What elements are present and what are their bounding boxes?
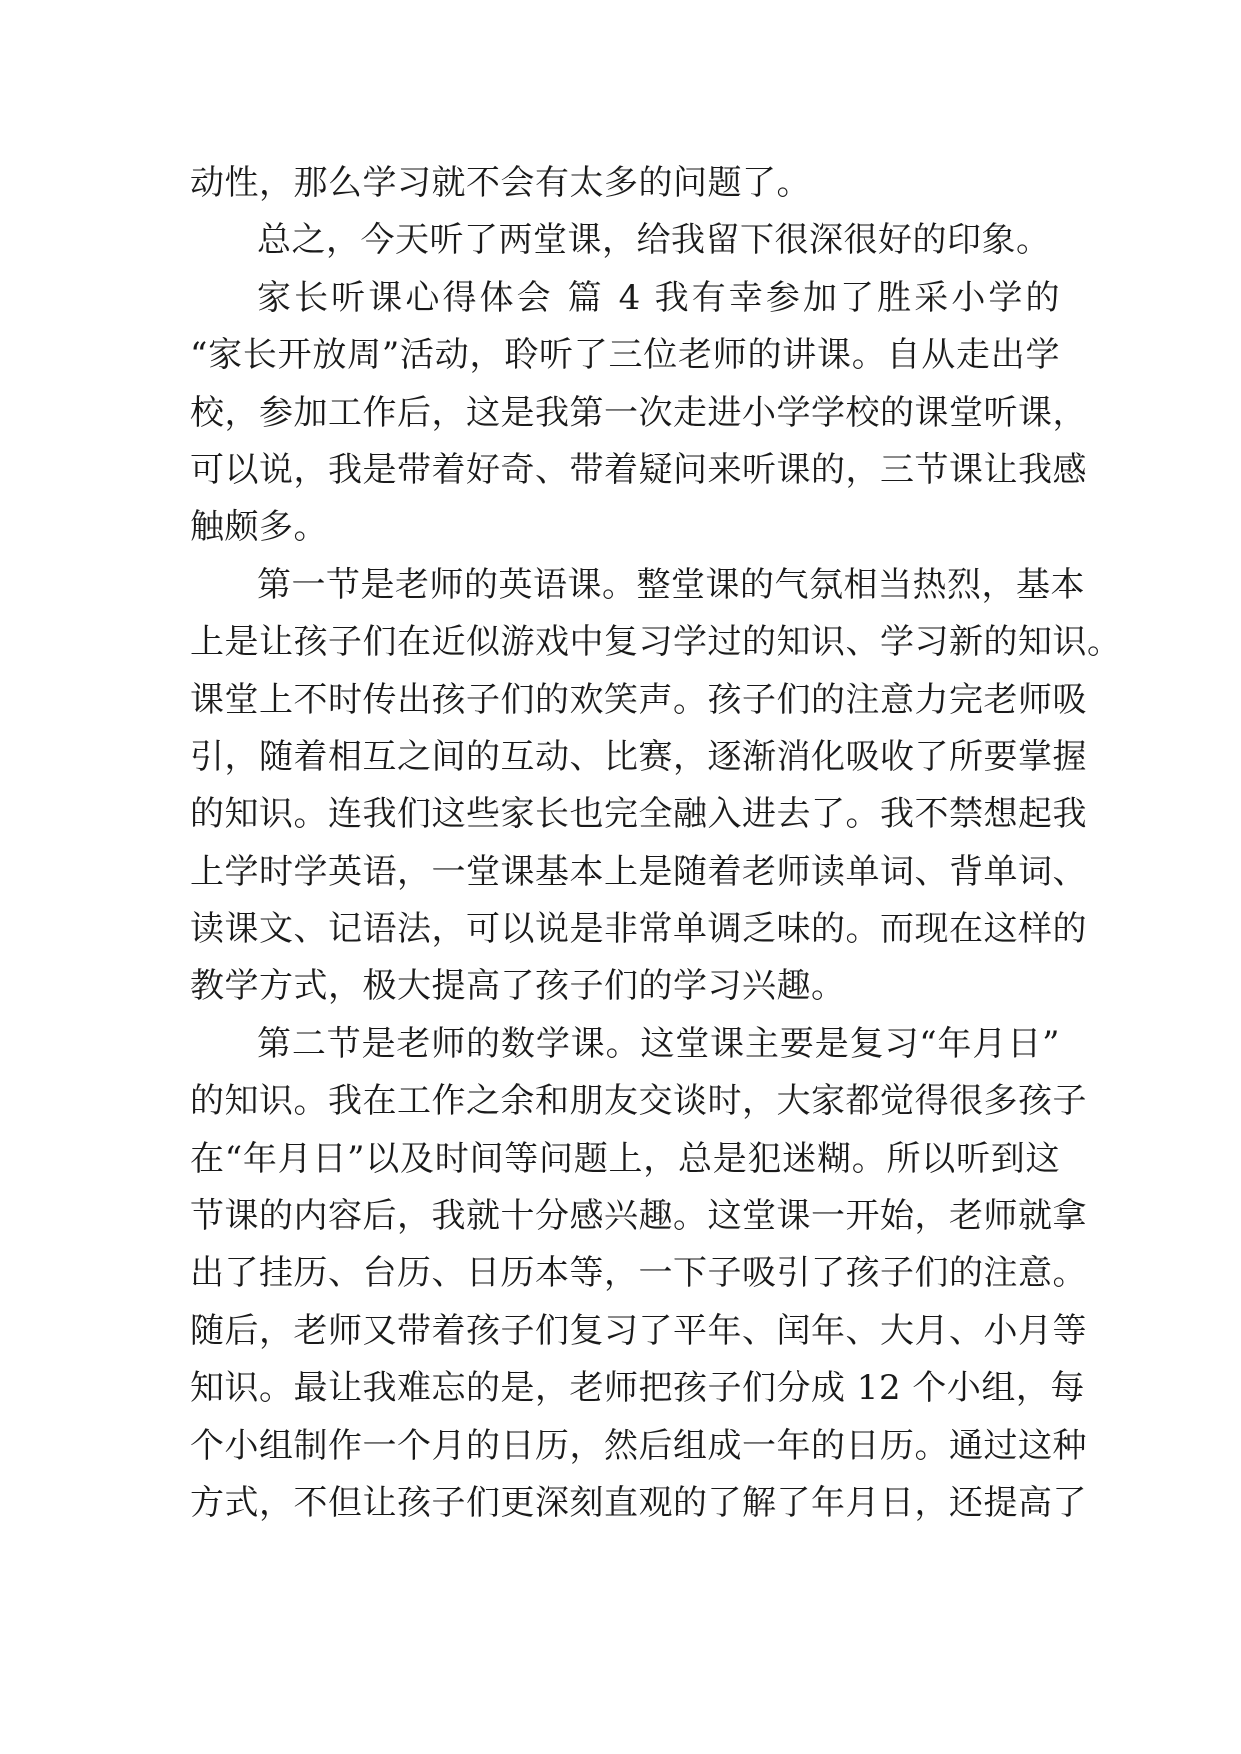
text-line: 上是让孩子们在近似游戏中复习学过的知识、学习新的知识。 bbox=[190, 622, 1122, 663]
text-line: 的知识。我在工作之余和朋友交谈时，大家都觉得很多孩子 bbox=[190, 1081, 1087, 1122]
text-line: 出了挂历、台历、日历本等，一下子吸引了孩子们的注意。 bbox=[190, 1253, 1087, 1294]
text-line: 校，参加工作后，这是我第一次走进小学学校的课堂听课， bbox=[190, 392, 1087, 433]
text-line: 上学时学英语，一堂课基本上是随着老师读单词、背单词、 bbox=[190, 851, 1087, 892]
text-line: “家长开放周”活动，聆听了三位老师的讲课。自从走出学 bbox=[190, 335, 1060, 376]
text-line: 触颇多。 bbox=[190, 507, 328, 548]
text-line: 教学方式，极大提高了孩子们的学习兴趣。 bbox=[190, 966, 846, 1007]
text-line: 的知识。连我们这些家长也完全融入进去了。我不禁想起我 bbox=[190, 794, 1087, 835]
text-line: 总之，今天听了两堂课，给我留下很深很好的印象。 bbox=[257, 220, 1051, 261]
text-line: 在“年月日”以及时间等问题上，总是犯迷糊。所以听到这 bbox=[190, 1138, 1060, 1179]
text-line: 随后，老师又带着孩子们复习了平年、闰年、大月、小月等 bbox=[190, 1310, 1087, 1351]
text-line: 动性，那么学习就不会有太多的问题了。 bbox=[190, 163, 811, 203]
document-body bbox=[190, 155, 1122, 1532]
text-line: 知识。最让我难忘的是，老师把孩子们分成 12 个小组，每 bbox=[190, 1368, 1085, 1409]
text-line: 家长听课心得体会 篇 4 我有幸参加了胜采小学的 bbox=[257, 277, 1060, 318]
text-line: 方式，不但让孩子们更深刻直观的了解了年月日，还提高了 bbox=[190, 1482, 1087, 1523]
text-line: 可以说，我是带着好奇、带着疑问来听课的，三节课让我感 bbox=[190, 449, 1087, 490]
text-line: 个小组制作一个月的日历，然后组成一年的日历。通过这种 bbox=[190, 1425, 1087, 1466]
text-line: 引，随着相互之间的互动、比赛，逐渐消化吸收了所要掌握 bbox=[190, 736, 1087, 777]
text-line: 读课文、记语法，可以说是非常单调乏味的。而现在这样的 bbox=[190, 909, 1087, 950]
text-line: 课堂上不时传出孩子们的欢笑声。孩子们的注意力完老师吸 bbox=[190, 679, 1087, 720]
text-line: 节课的内容后，我就十分感兴趣。这堂课一开始，老师就拿 bbox=[190, 1196, 1087, 1237]
text-line: 第一节是老师的英语课。整堂课的气氛相当热烈，基本 bbox=[257, 564, 1085, 605]
text-line: 第二节是老师的数学课。这堂课主要是复习“年月日” bbox=[257, 1023, 1060, 1064]
